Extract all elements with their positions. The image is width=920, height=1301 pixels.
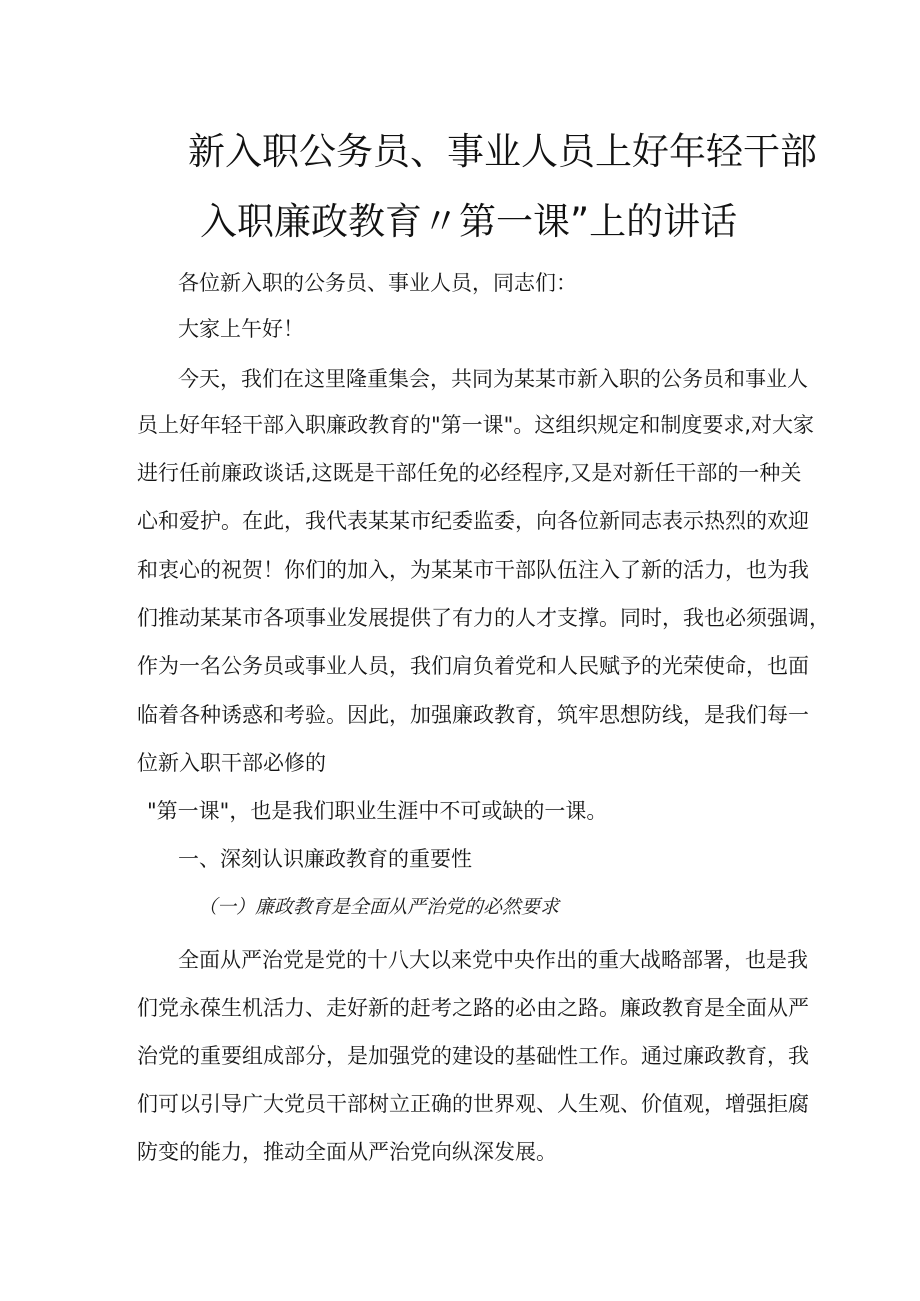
- intro-line: 临着各种诱惑和考验。因此，加强廉政教育，筑牢思想防线，是我们每一: [137, 703, 809, 727]
- intro-line: 和衷心的祝贺！你们的加入，为某某市干部队伍注入了新的活力，也为我: [137, 558, 809, 582]
- body-line: 们党永葆生机活力、走好新的赶考之路的必由之路。廉政教育是全面从严: [137, 996, 809, 1020]
- intro-line: 员上好年轻干部入职廉政教育的"第一课"。这组织规定和制度要求,对大家: [137, 413, 814, 437]
- body-line: 们可以引导广大党员干部树立正确的世界观、人生观、价值观，增强拒腐: [137, 1092, 809, 1116]
- intro-line: 心和爱护。在此，我代表某某市纪委监委，向各位新同志表示热烈的欢迎: [137, 509, 809, 533]
- body-line: 全面从严治党是党的十八大以来党中央作出的重大战略部署，也是我: [178, 948, 808, 972]
- salutation: 各位新入职的公务员、事业人员，同志们：: [178, 271, 577, 295]
- body-line: 防变的能力，推动全面从严治党向纵深发展。: [137, 1140, 557, 1164]
- document-title-line-1: 新入职公务员、事业人员上好年轻干部: [188, 130, 817, 173]
- intro-line: 进行任前廉政谈话,这既是干部任免的必经程序,又是对新任干部的一种关: [137, 461, 802, 485]
- quote-line: "第一课"，也是我们职业生涯中不可或缺的一课。: [147, 799, 608, 823]
- subsection-heading: （一）廉政教育是全面从严治党的必然要求: [198, 896, 560, 918]
- body-line: 治党的重要组成部分，是加强党的建设的基础性工作。通过廉政教育，我: [137, 1044, 809, 1068]
- intro-line: 作为一名公务员或事业人员，我们肩负着党和人民赋予的光荣使命，也面: [137, 654, 809, 678]
- section-heading: 一、深刻认识廉政教育的重要性: [178, 847, 472, 871]
- intro-line: 位新入职干部必修的: [137, 751, 326, 775]
- intro-line: 今天，我们在这里隆重集会，共同为某某市新入职的公务员和事业人: [178, 367, 808, 391]
- greeting: 大家上午好！: [178, 317, 304, 341]
- document-title-line-2: 入职廉政教育〃第一课”上的讲话: [200, 200, 738, 243]
- intro-line: 们推动某某市各项事业发展提供了有力的人才支撑。同时，我也必须强调，: [137, 606, 830, 630]
